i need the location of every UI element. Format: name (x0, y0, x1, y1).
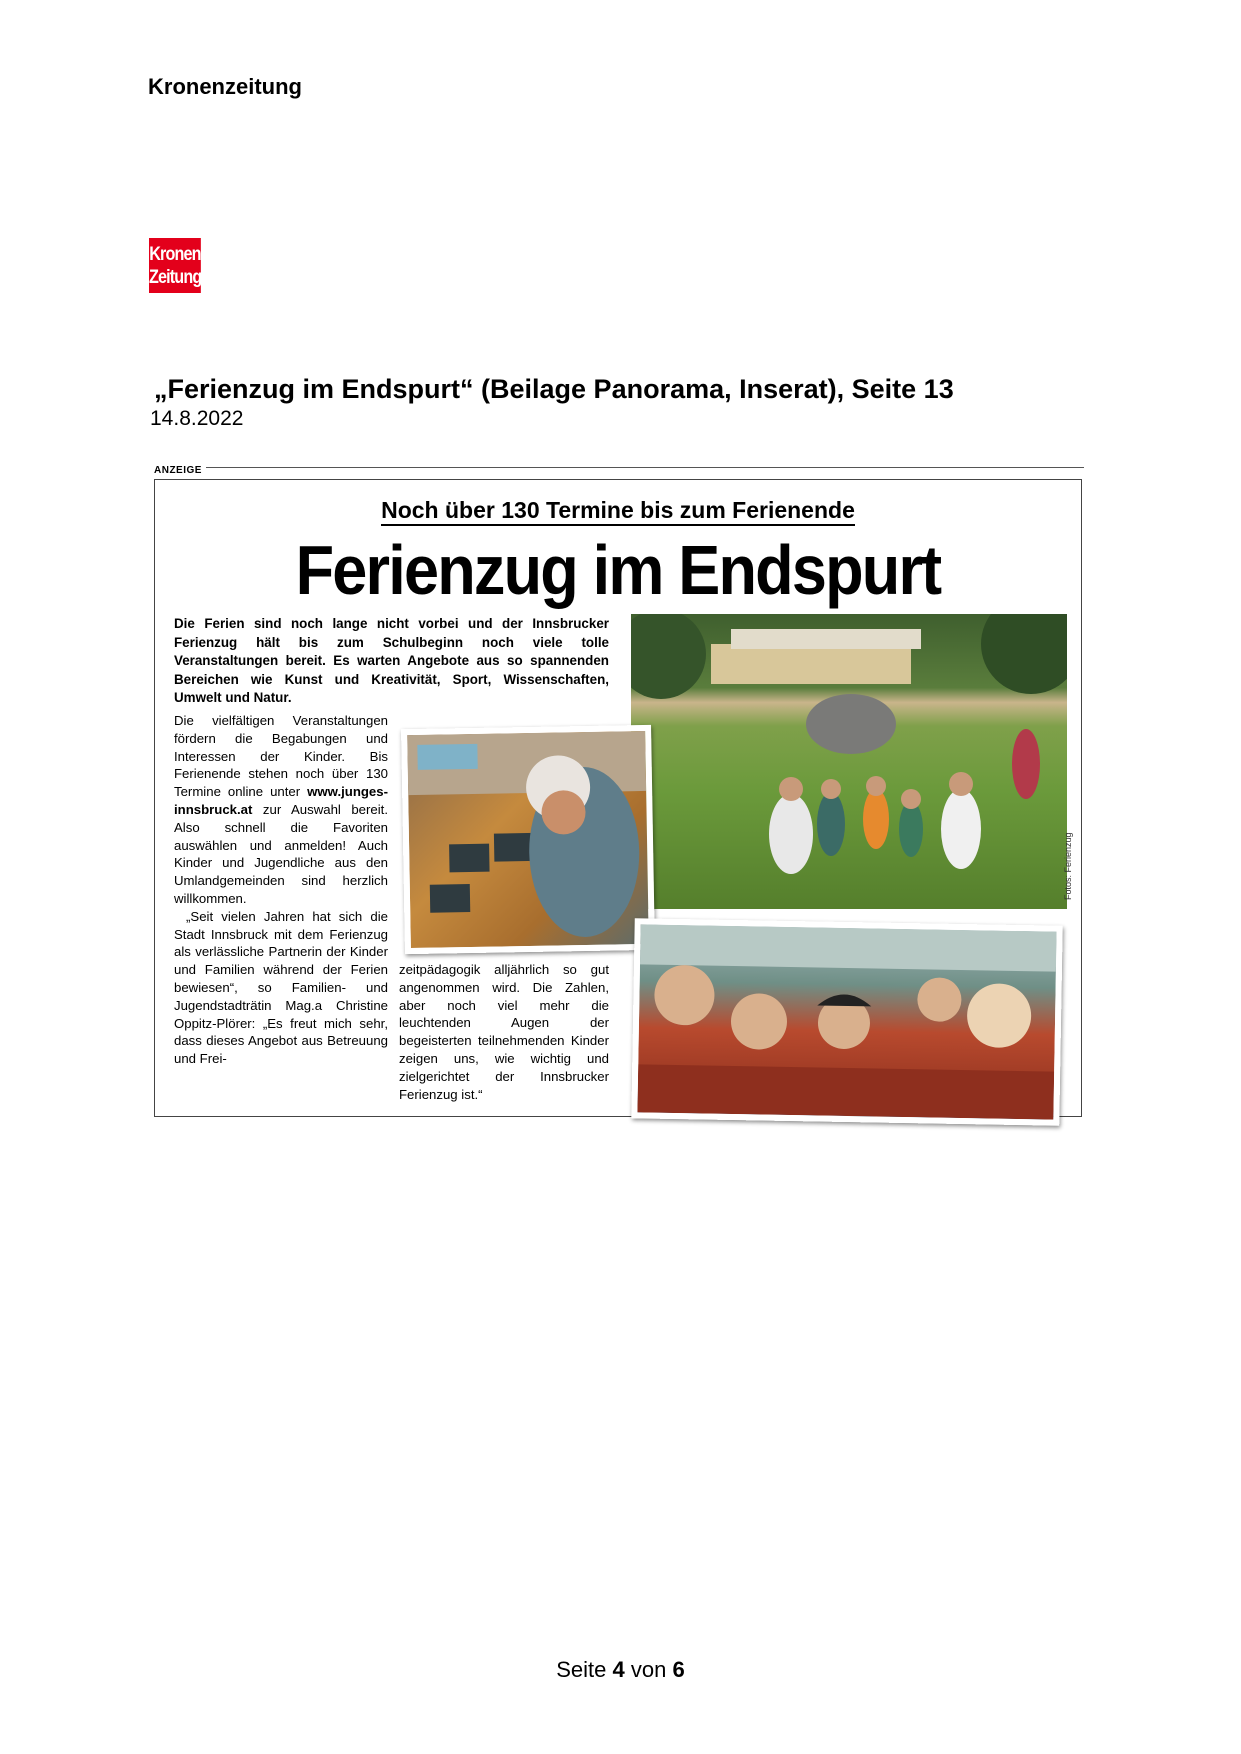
body-paragraph-3: zeitpädagogik alljährlich so gut angenommen wird. Die Zahlen, aber noch viel mehr die leuchtenden Augen der begeisterten teilnehmenden Kinder zeigen uns, wie wichtig und zielgerichtet der Innsbrucker Ferienzug ist.“ (399, 962, 609, 1102)
clipping-title: Ferienzug im Endspurt (295, 531, 941, 609)
article-headline: „Ferienzug im Endspurt“ (Beilage Panorama, Inserat), Seite 13 (154, 374, 954, 404)
body-paragraph-1 (174, 712, 388, 908)
logo-line-2: Zeitung (149, 266, 202, 288)
park-scene-illustration (631, 614, 1067, 909)
photo-children-in-train (631, 918, 1062, 1125)
clipping-kicker (155, 497, 1081, 524)
ad-label: ANZEIGE (154, 465, 202, 476)
footer-prefix: Seite (556, 1657, 607, 1682)
kicker-text: Noch über 130 Termine bis zum Ferienende (381, 497, 855, 526)
train-scene-illustration (637, 924, 1056, 1119)
ad-label-rule (206, 467, 1084, 468)
footer-current-page: 4 (612, 1657, 625, 1682)
workshop-scene-illustration (407, 731, 649, 948)
page-footer (0, 1657, 1241, 1683)
photo-credit: Fotos: Ferienzug (1063, 832, 1073, 900)
ad-label-row (154, 464, 1084, 478)
footer-total-pages: 6 (672, 1657, 685, 1682)
body-column-2 (399, 961, 609, 1103)
newspaper-clipping (152, 464, 1084, 1120)
article-date: 14.8.2022 (150, 407, 244, 430)
website-url: www.junges-innsbruck.at (174, 784, 388, 817)
source-name: Kronenzeitung (148, 74, 302, 99)
logo-line-1: Kronen (149, 243, 201, 265)
clipping-frame (154, 479, 1082, 1117)
body-paragraph-2: „Seit vielen Jahren hat sich die Stadt Innsbruck mit dem Ferienzug als verlässliche Partnerin der Kinder und Familien während der Ferien bewiesen“, so Familien- und Jugendstadträtin Mag.a Christine Oppitz-Plörer: „Es freut mich sehr, dass dieses Angebot aus Betreuung und Frei- (174, 908, 388, 1067)
kronen-zeitung-logo (149, 238, 201, 293)
photo-boy-at-workshop (401, 725, 655, 954)
clipping-intro: Die Ferien sind noch lange nicht vorbei und der Innsbrucker Ferienzug hält bis zum Schulbeginn noch viele tolle Veranstaltungen bereit. Es warten Angebote aus so spannenden Bereichen wie Kunst und Kreativität, Sport, Wissenschaften, Umwelt und Natur. (174, 616, 609, 705)
body1-text-b: zur Auswahl bereit. Also schnell die Favoriten auswählen und anmelden! Auch Kinder und Jugendliche aus den Umlandgemeinden sind herzlich willkommen. (174, 801, 388, 906)
body-column-1 (174, 712, 388, 1068)
body1-text-a: Die vielfältigen Veranstaltungen fördern die Begabungen und Interessen der Kinder. Bis Ferienende stehen noch über 130 Termine online unter (174, 713, 388, 800)
photo-children-in-park (631, 614, 1067, 909)
footer-middle: von (630, 1657, 667, 1682)
